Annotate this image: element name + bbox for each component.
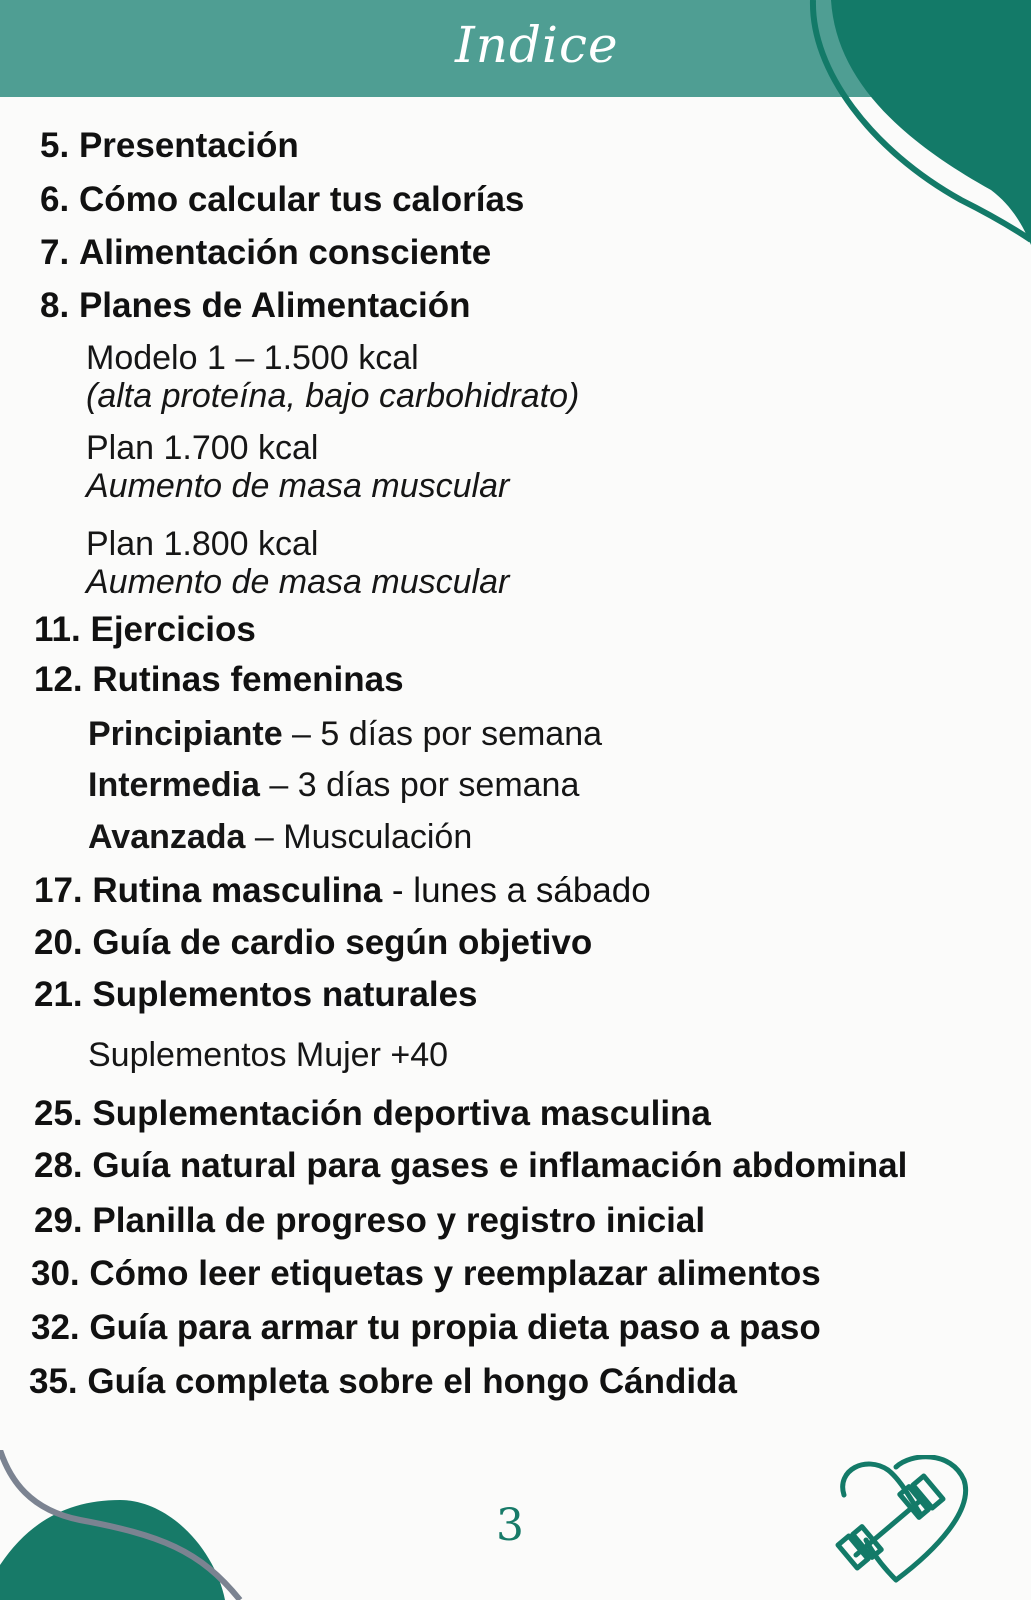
subentry-detail: – Musculación: [245, 818, 473, 856]
toc-entry[interactable]: [34, 975, 478, 1015]
toc-subentry[interactable]: [88, 1036, 448, 1074]
entry-number: 7.: [40, 233, 70, 272]
subentry-title: Modelo 1 – 1.500 kcal: [86, 339, 419, 377]
subentry-title: Plan 1.800 kcal: [86, 525, 319, 563]
heart-dumbbell-icon: [826, 1455, 986, 1585]
entry-title: Guía natural para gases e inflamación abdominal: [92, 1146, 908, 1185]
entry-number: 8.: [40, 286, 70, 325]
page-number: 3: [496, 1500, 524, 1551]
entry-title: Planilla de progreso y registro inicial: [92, 1201, 706, 1240]
toc-entry[interactable]: [40, 126, 299, 166]
entry-number: 11.: [34, 610, 81, 649]
corner-leaf-decoration: [791, 0, 1031, 250]
toc-subentry[interactable]: [88, 766, 579, 804]
entry-number: 20.: [34, 923, 83, 962]
entry-title: Alimentación consciente: [78, 233, 492, 272]
entry-number: 28.: [34, 1146, 83, 1185]
page-title: Indice: [455, 16, 619, 74]
toc-entry[interactable]: [29, 1362, 737, 1402]
toc-subentry[interactable]: [88, 818, 472, 856]
entry-detail: - lunes a sábado: [382, 871, 651, 910]
toc-entry[interactable]: [34, 871, 651, 911]
toc-entry[interactable]: [34, 610, 256, 650]
subentry-description: Aumento de masa muscular: [86, 467, 510, 505]
entry-number: 6.: [40, 180, 70, 219]
entry-title: Cómo leer etiquetas y reemplazar alimentos: [89, 1254, 821, 1293]
subentry-detail: – 3 días por semana: [259, 766, 580, 804]
toc-subentry[interactable]: [86, 429, 509, 505]
toc-entry[interactable]: [34, 1201, 705, 1241]
toc-subentry[interactable]: [88, 715, 602, 753]
toc-entry[interactable]: [34, 923, 592, 963]
entry-title: Ejercicios: [90, 610, 256, 649]
entry-title: Guía para armar tu propia dieta paso a paso: [89, 1308, 821, 1347]
entry-title: Guía de cardio según objetivo: [92, 923, 593, 962]
entry-title: Suplementación deportiva masculina: [92, 1094, 711, 1133]
entry-number: 30.: [31, 1254, 80, 1293]
toc-entry[interactable]: [40, 180, 524, 220]
entry-title: Presentación: [78, 126, 299, 165]
toc-entry[interactable]: [31, 1254, 821, 1294]
subentry-title: Suplementos Mujer +40: [88, 1036, 449, 1074]
entry-title: Suplementos naturales: [92, 975, 478, 1014]
entry-number: 32.: [31, 1308, 80, 1347]
toc-entry[interactable]: [40, 233, 491, 273]
subentry-detail: – 5 días por semana: [282, 715, 603, 753]
toc-subentry[interactable]: [86, 339, 579, 415]
toc-entry[interactable]: [34, 1094, 711, 1134]
entry-number: 25.: [34, 1094, 83, 1133]
subentry-description: (alta proteína, bajo carbohidrato): [86, 377, 580, 415]
toc-entry[interactable]: [40, 286, 471, 326]
entry-number: 35.: [29, 1362, 78, 1401]
toc-entry[interactable]: [34, 660, 404, 700]
entry-number: 29.: [34, 1201, 83, 1240]
subentry-level: Intermedia: [88, 766, 260, 804]
entry-number: 12.: [34, 660, 83, 699]
entry-number: 17.: [34, 871, 83, 910]
entry-number: 5.: [40, 126, 70, 165]
toc-entry[interactable]: [34, 1146, 907, 1186]
subentry-description: Aumento de masa muscular: [86, 563, 510, 601]
subentry-level: Avanzada: [88, 818, 246, 856]
subentry-level: Principiante: [88, 715, 283, 753]
toc-subentry[interactable]: [86, 525, 509, 601]
entry-title: Guía completa sobre el hongo Cándida: [87, 1362, 737, 1401]
entry-title: Planes de Alimentación: [78, 286, 471, 325]
entry-title: Cómo calcular tus calorías: [78, 180, 525, 219]
entry-number: 21.: [34, 975, 83, 1014]
corner-blob-decoration: [0, 1450, 260, 1600]
toc-entry[interactable]: [31, 1308, 821, 1348]
entry-title: Rutina masculina: [92, 871, 383, 910]
entry-title: Rutinas femeninas: [92, 660, 404, 699]
subentry-title: Plan 1.700 kcal: [86, 429, 319, 467]
